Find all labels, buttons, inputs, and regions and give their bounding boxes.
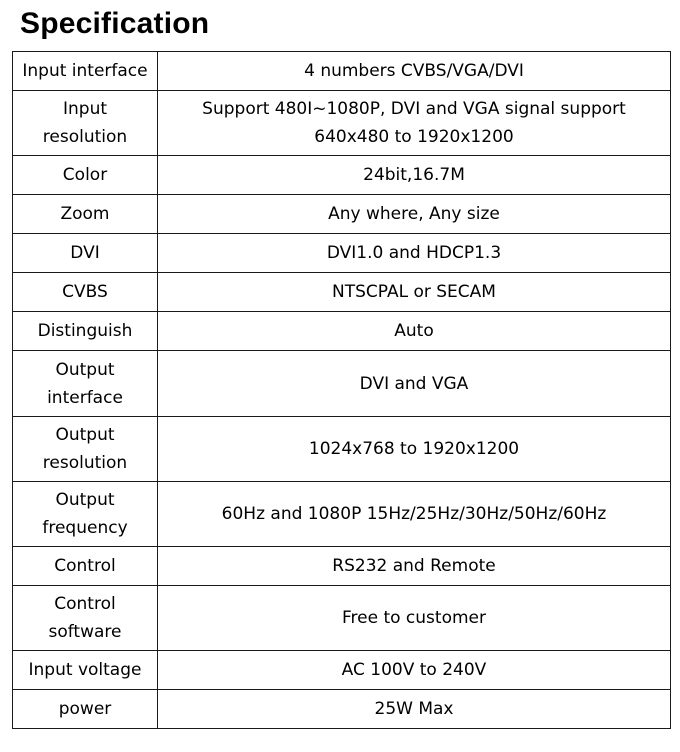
page-title: Specification xyxy=(20,7,210,40)
spec-value-output-interface: DVI and VGA xyxy=(158,351,671,417)
table-row xyxy=(13,417,671,482)
spec-label-output-interface: Output interface xyxy=(13,351,158,417)
spec-label-input-interface: Input interface xyxy=(13,52,158,91)
spec-value-color: 24bit,16.7M xyxy=(158,156,671,195)
spec-label-color: Color xyxy=(13,156,158,195)
spec-label-power: power xyxy=(13,690,158,729)
specification-table xyxy=(12,51,671,729)
spec-value-cvbs: NTSCPAL or SECAM xyxy=(158,273,671,312)
table-row xyxy=(13,547,671,586)
spec-label-control: Control xyxy=(13,547,158,586)
spec-label-zoom: Zoom xyxy=(13,195,158,234)
spec-value-output-resolution: 1024x768 to 1920x1200 xyxy=(158,417,671,482)
table-row xyxy=(13,91,671,156)
spec-label-input-resolution: Input resolution xyxy=(13,91,158,156)
spec-value-power: 25W Max xyxy=(158,690,671,729)
spec-label-control-software: Control software xyxy=(13,586,158,651)
spec-label-distinguish: Distinguish xyxy=(13,312,158,351)
spec-label-output-resolution: Output resolution xyxy=(13,417,158,482)
spec-value-input-voltage: AC 100V to 240V xyxy=(158,651,671,690)
table-row xyxy=(13,651,671,690)
spec-value-dvi: DVI1.0 and HDCP1.3 xyxy=(158,234,671,273)
spec-value-zoom: Any where, Any size xyxy=(158,195,671,234)
spec-label-output-frequency: Output frequency xyxy=(13,482,158,547)
spec-value-input-resolution: Support 480I~1080P, DVI and VGA signal support 640x480 to 1920x1200 xyxy=(158,91,671,156)
table-row xyxy=(13,312,671,351)
table-row xyxy=(13,351,671,417)
spec-label-cvbs: CVBS xyxy=(13,273,158,312)
table-row xyxy=(13,234,671,273)
table-row xyxy=(13,482,671,547)
table-row xyxy=(13,195,671,234)
spec-value-input-interface: 4 numbers CVBS/VGA/DVI xyxy=(158,52,671,91)
spec-value-control: RS232 and Remote xyxy=(158,547,671,586)
table-row xyxy=(13,690,671,729)
spec-value-output-frequency: 60Hz and 1080P 15Hz/25Hz/30Hz/50Hz/60Hz xyxy=(158,482,671,547)
table-row xyxy=(13,586,671,651)
table-row xyxy=(13,156,671,195)
spec-value-distinguish: Auto xyxy=(158,312,671,351)
spec-label-dvi: DVI xyxy=(13,234,158,273)
spec-value-control-software: Free to customer xyxy=(158,586,671,651)
table-row xyxy=(13,52,671,91)
table-row xyxy=(13,273,671,312)
spec-label-input-voltage: Input voltage xyxy=(13,651,158,690)
